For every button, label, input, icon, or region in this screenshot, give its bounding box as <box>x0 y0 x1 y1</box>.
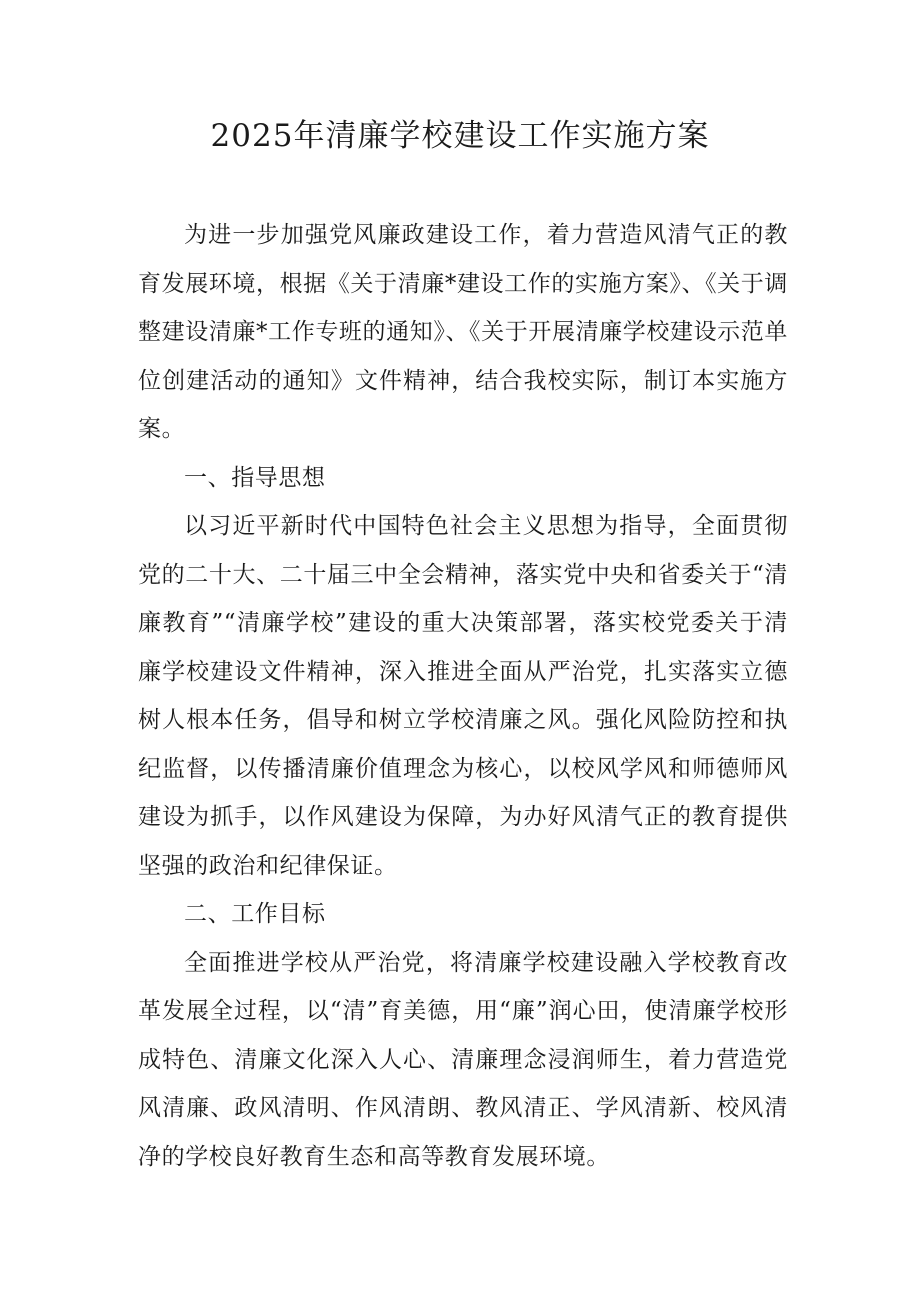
section-heading-guiding-ideology: 一、指导思想 <box>184 464 326 491</box>
intro-paragraph: 为进一步加强党风廉政建设工作，着力营造风清气正的教育发展环境，根据《关于清廉*建设工作的实施方案》、《关于调整建设清廉*工作专班的通知》、《关于开展清廉学校建设示范单位创建活动的通知》文件精神，结合我校实际，制订本实施方案。 <box>138 222 788 442</box>
section-paragraph-guiding-ideology: 以习近平新时代中国特色社会主义思想为指导，全面贯彻党的二十大、二十届三中全会精神，落实党中央和省委关于“清廉教育”“清廉学校”建设的重大决策部署，落实校党委关于清廉学校建设文件精神，深入推进全面从严治党，扎实落实立德树人根本任务，倡导和树立学校清廉之风。强化风险防控和执纪监督，以传播清廉价值理念为核心，以校风学风和师德师风建设为抓手，以作风建设为保障，为办好风清气正的教育提供坚强的政治和纪律保证。 <box>138 513 788 879</box>
section-paragraph-work-goals: 全面推进学校从严治党，将清廉学校建设融入学校教育改革发展全过程，以“清”育美德，用“廉”润心田，使清廉学校形成特色、清廉文化深入人心、清廉理念浸润师生，着力营造党风清廉、政风清明、作风清朗、教风清正、学风清新、校风清净的学校良好教育生态和高等教育发展环境。 <box>138 949 788 1170</box>
document-title: 2025年清廉学校建设工作实施方案 <box>210 118 710 154</box>
section-heading-work-goals: 二、工作目标 <box>184 901 326 927</box>
document-body <box>138 211 788 1181</box>
